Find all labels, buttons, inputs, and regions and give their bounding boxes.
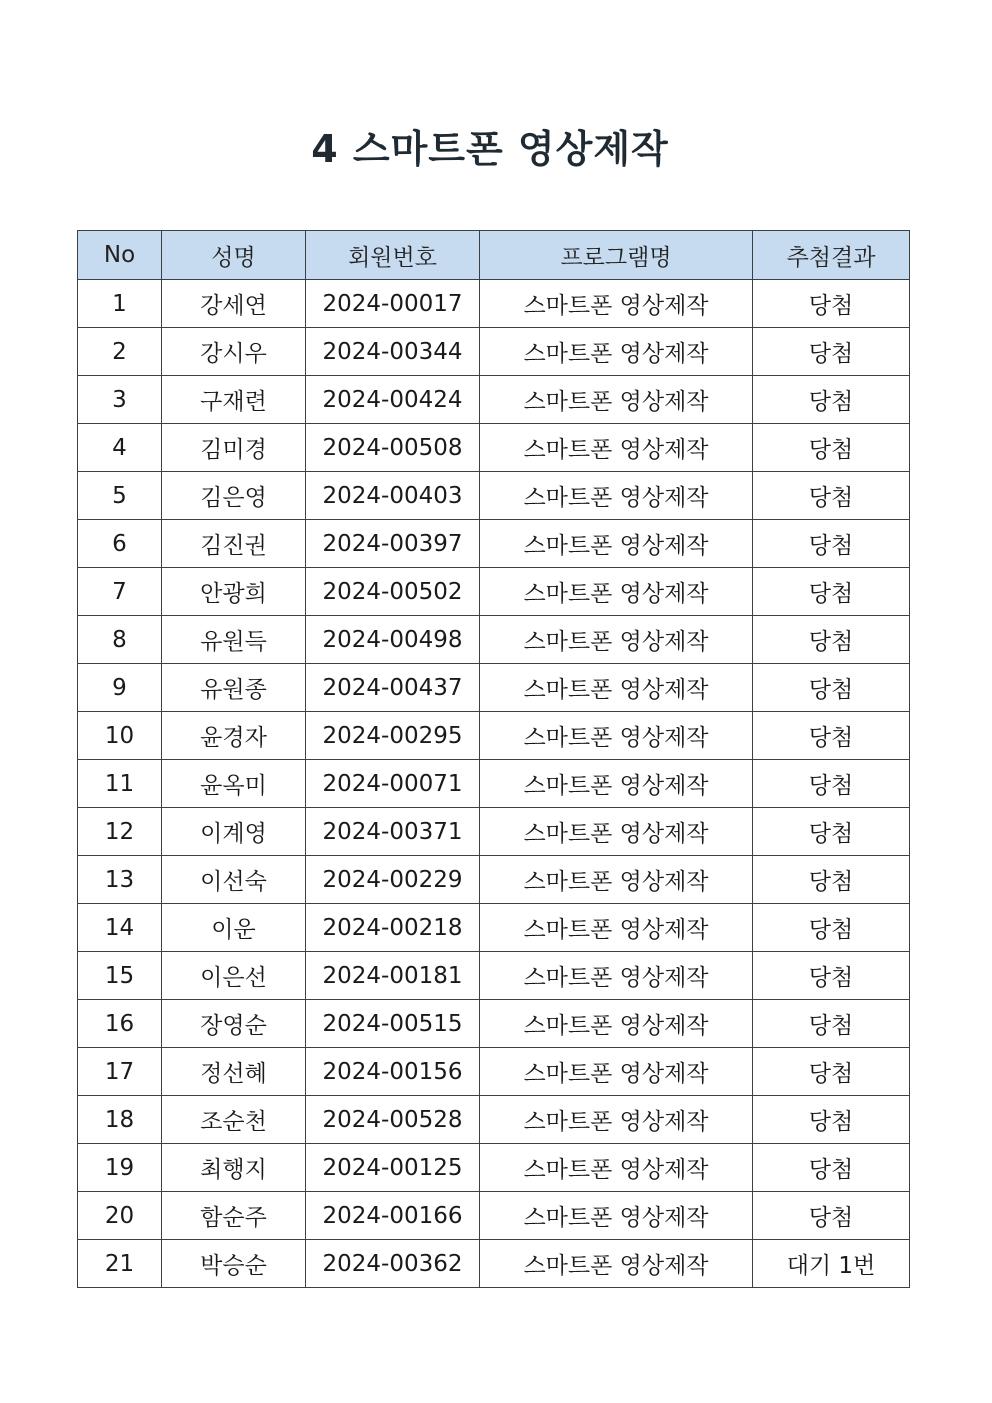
cell-name: 강시우: [162, 328, 306, 376]
cell-program-name: 스마트폰 영상제작: [480, 760, 753, 808]
table-row: [78, 1144, 910, 1192]
cell-name: 유원득: [162, 616, 306, 664]
cell-program-name: 스마트폰 영상제작: [480, 1048, 753, 1096]
cell-draw-result: 당첨: [753, 1144, 910, 1192]
cell-member-number: 2024-00371: [306, 808, 480, 856]
cell-no: 10: [78, 712, 162, 760]
cell-name: 윤옥미: [162, 760, 306, 808]
cell-member-number: 2024-00498: [306, 616, 480, 664]
cell-member-number: 2024-00156: [306, 1048, 480, 1096]
cell-draw-result: 당첨: [753, 760, 910, 808]
cell-no: 9: [78, 664, 162, 712]
cell-name: 이계영: [162, 808, 306, 856]
cell-program-name: 스마트폰 영상제작: [480, 280, 753, 328]
cell-draw-result: 당첨: [753, 808, 910, 856]
cell-member-number: 2024-00397: [306, 520, 480, 568]
table-row: [78, 712, 910, 760]
cell-draw-result: 당첨: [753, 328, 910, 376]
cell-no: 16: [78, 1000, 162, 1048]
cell-draw-result: 당첨: [753, 568, 910, 616]
cell-draw-result: 대기 1번: [753, 1240, 910, 1288]
header-draw-result: 추첨결과: [753, 231, 910, 280]
lottery-results-table: [77, 230, 910, 1288]
table-row: [78, 1048, 910, 1096]
cell-draw-result: 당첨: [753, 1000, 910, 1048]
cell-name: 박승순: [162, 1240, 306, 1288]
cell-no: 3: [78, 376, 162, 424]
cell-program-name: 스마트폰 영상제작: [480, 328, 753, 376]
cell-draw-result: 당첨: [753, 472, 910, 520]
cell-program-name: 스마트폰 영상제작: [480, 904, 753, 952]
table-row: [78, 664, 910, 712]
table-row: [78, 328, 910, 376]
cell-program-name: 스마트폰 영상제작: [480, 520, 753, 568]
table-body: [78, 280, 910, 1288]
cell-member-number: 2024-00528: [306, 1096, 480, 1144]
cell-member-number: 2024-00403: [306, 472, 480, 520]
table-row: [78, 952, 910, 1000]
cell-program-name: 스마트폰 영상제작: [480, 616, 753, 664]
header-program-name: 프로그램명: [480, 231, 753, 280]
cell-member-number: 2024-00229: [306, 856, 480, 904]
cell-no: 4: [78, 424, 162, 472]
table-row: [78, 520, 910, 568]
cell-no: 14: [78, 904, 162, 952]
cell-draw-result: 당첨: [753, 904, 910, 952]
cell-name: 정선혜: [162, 1048, 306, 1096]
cell-program-name: 스마트폰 영상제작: [480, 856, 753, 904]
cell-no: 20: [78, 1192, 162, 1240]
cell-name: 강세연: [162, 280, 306, 328]
table-row: [78, 808, 910, 856]
cell-member-number: 2024-00166: [306, 1192, 480, 1240]
header-member-number: 회원번호: [306, 231, 480, 280]
cell-draw-result: 당첨: [753, 1096, 910, 1144]
cell-name: 김진권: [162, 520, 306, 568]
cell-member-number: 2024-00344: [306, 328, 480, 376]
table-row: [78, 424, 910, 472]
cell-no: 7: [78, 568, 162, 616]
table-row: [78, 376, 910, 424]
cell-program-name: 스마트폰 영상제작: [480, 1000, 753, 1048]
cell-program-name: 스마트폰 영상제작: [480, 1240, 753, 1288]
cell-name: 조순천: [162, 1096, 306, 1144]
cell-no: 2: [78, 328, 162, 376]
table-row: [78, 1096, 910, 1144]
table-row: [78, 472, 910, 520]
cell-name: 장영순: [162, 1000, 306, 1048]
cell-member-number: 2024-00181: [306, 952, 480, 1000]
cell-program-name: 스마트폰 영상제작: [480, 424, 753, 472]
cell-name: 김은영: [162, 472, 306, 520]
table-row: [78, 1000, 910, 1048]
cell-no: 11: [78, 760, 162, 808]
cell-name: 최행지: [162, 1144, 306, 1192]
cell-draw-result: 당첨: [753, 1048, 910, 1096]
cell-no: 12: [78, 808, 162, 856]
cell-draw-result: 당첨: [753, 952, 910, 1000]
cell-no: 5: [78, 472, 162, 520]
table-row: [78, 904, 910, 952]
cell-no: 15: [78, 952, 162, 1000]
table-row: [78, 760, 910, 808]
cell-member-number: 2024-00295: [306, 712, 480, 760]
cell-name: 함순주: [162, 1192, 306, 1240]
cell-no: 19: [78, 1144, 162, 1192]
cell-name: 안광희: [162, 568, 306, 616]
table-row: [78, 280, 910, 328]
cell-program-name: 스마트폰 영상제작: [480, 1192, 753, 1240]
cell-program-name: 스마트폰 영상제작: [480, 376, 753, 424]
cell-program-name: 스마트폰 영상제작: [480, 472, 753, 520]
cell-member-number: 2024-00515: [306, 1000, 480, 1048]
header-no: No: [78, 231, 162, 280]
cell-member-number: 2024-00502: [306, 568, 480, 616]
header-name: 성명: [162, 231, 306, 280]
cell-program-name: 스마트폰 영상제작: [480, 712, 753, 760]
cell-program-name: 스마트폰 영상제작: [480, 952, 753, 1000]
cell-member-number: 2024-00508: [306, 424, 480, 472]
cell-name: 이운: [162, 904, 306, 952]
cell-member-number: 2024-00424: [306, 376, 480, 424]
table-row: [78, 856, 910, 904]
cell-member-number: 2024-00218: [306, 904, 480, 952]
cell-draw-result: 당첨: [753, 424, 910, 472]
table-row: [78, 1192, 910, 1240]
cell-draw-result: 당첨: [753, 520, 910, 568]
cell-no: 8: [78, 616, 162, 664]
cell-member-number: 2024-00017: [306, 280, 480, 328]
cell-draw-result: 당첨: [753, 664, 910, 712]
cell-no: 6: [78, 520, 162, 568]
cell-no: 17: [78, 1048, 162, 1096]
cell-name: 이은선: [162, 952, 306, 1000]
table-row: [78, 1240, 910, 1288]
cell-draw-result: 당첨: [753, 280, 910, 328]
table-row: [78, 568, 910, 616]
cell-name: 구재련: [162, 376, 306, 424]
cell-program-name: 스마트폰 영상제작: [480, 664, 753, 712]
table-row: [78, 616, 910, 664]
cell-program-name: 스마트폰 영상제작: [480, 568, 753, 616]
cell-no: 1: [78, 280, 162, 328]
table-header-row: [78, 231, 910, 280]
cell-draw-result: 당첨: [753, 712, 910, 760]
page-title: 4 스마트폰 영상제작: [311, 127, 669, 171]
cell-draw-result: 당첨: [753, 376, 910, 424]
cell-name: 이선숙: [162, 856, 306, 904]
cell-no: 21: [78, 1240, 162, 1288]
cell-draw-result: 당첨: [753, 856, 910, 904]
cell-member-number: 2024-00125: [306, 1144, 480, 1192]
cell-no: 18: [78, 1096, 162, 1144]
cell-draw-result: 당첨: [753, 616, 910, 664]
cell-member-number: 2024-00071: [306, 760, 480, 808]
cell-member-number: 2024-00362: [306, 1240, 480, 1288]
cell-draw-result: 당첨: [753, 1192, 910, 1240]
cell-member-number: 2024-00437: [306, 664, 480, 712]
cell-name: 윤경자: [162, 712, 306, 760]
cell-program-name: 스마트폰 영상제작: [480, 1144, 753, 1192]
cell-no: 13: [78, 856, 162, 904]
cell-program-name: 스마트폰 영상제작: [480, 808, 753, 856]
cell-program-name: 스마트폰 영상제작: [480, 1096, 753, 1144]
cell-name: 김미경: [162, 424, 306, 472]
cell-name: 유원종: [162, 664, 306, 712]
